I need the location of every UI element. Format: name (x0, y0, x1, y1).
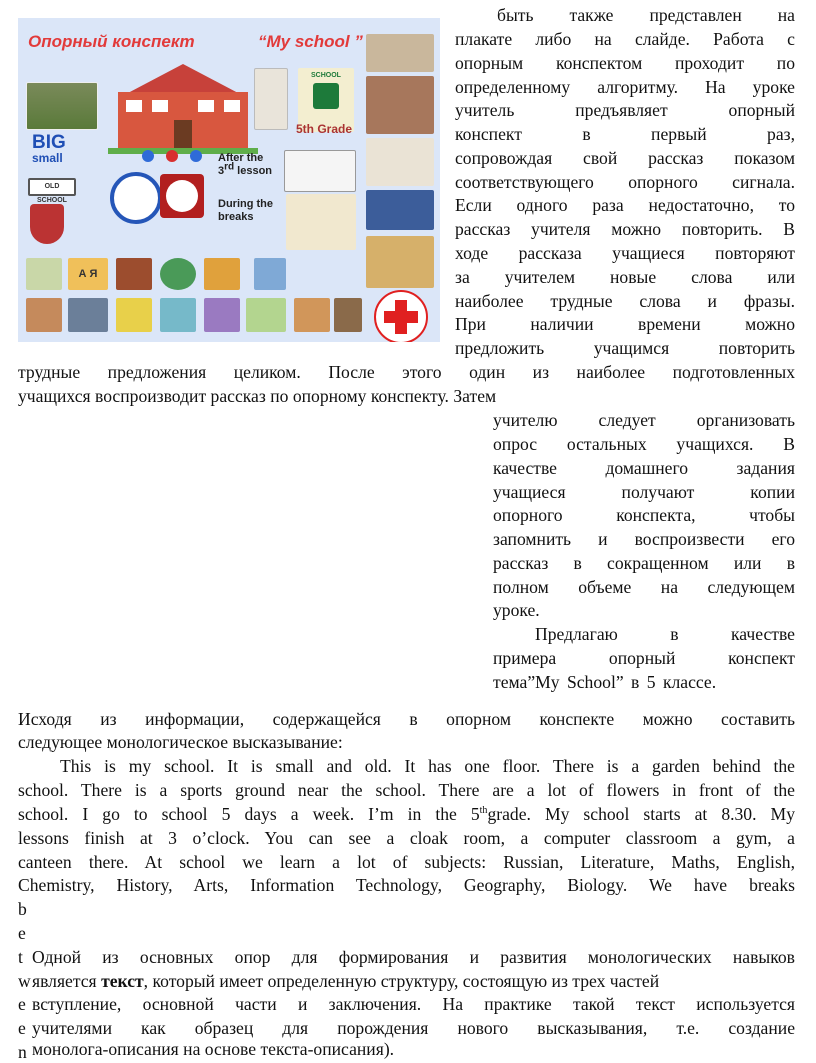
text-line: school. There is a sports ground near the school. There are a lot of flowers in front of the (18, 780, 795, 800)
gym-photo (366, 190, 434, 230)
school-emblem (30, 204, 64, 244)
text-line: полном объеме на следующем (493, 577, 795, 597)
text-line: учащихся воспроизводит рассказ по опорному конспекту. Затем (18, 386, 497, 406)
lab-icon (246, 298, 286, 332)
craft-icon (294, 298, 330, 332)
text-line: This is my school. It is small and old. It has one floor. There is a garden behind the (60, 756, 795, 776)
text-line: быть также представлен на (497, 5, 795, 25)
text-line: тема”My School” в 5 классе. (493, 672, 717, 692)
overflow-letter: e (18, 1018, 26, 1038)
text-line: монолога-описания на основе текста-описания). (32, 1039, 395, 1059)
books-icon (116, 258, 152, 290)
map-icon (160, 298, 196, 332)
overflow-letter: t (18, 947, 23, 967)
letters-text: А Я (78, 268, 98, 280)
text-line: уроке. (493, 600, 540, 620)
text-line: учитель предъявляет опорный (455, 100, 795, 120)
sports-ground-photo (26, 82, 98, 130)
text-line: учителями как образец для порождения нового высказывания, т.е. создание (32, 1018, 795, 1038)
big-text: BIG (32, 132, 66, 153)
flower-icon (142, 150, 154, 162)
clock-icon (110, 172, 162, 224)
science-icon (254, 258, 286, 290)
text-line: сопровождая свой рассказ показом (455, 148, 795, 168)
text-line: качестве домашнего задания (493, 458, 795, 478)
text-line: опорного конспекта, чтобы (493, 505, 795, 525)
computer-icon (68, 298, 108, 332)
children-drawing (286, 194, 356, 250)
globe-icon (160, 258, 196, 290)
text-line: трудные предложения целиком. После этого один из наиболее подготовленных (18, 362, 795, 382)
text-line: canteen there. At school we learn a lot of subjects: Russian, Literature, Maths, English, (18, 852, 795, 872)
text-line: определенному алгоритму. На уроке (455, 77, 795, 97)
old-school-sign (28, 178, 76, 204)
text-line: следующее монологическое высказывание: (18, 732, 343, 752)
flower-icon (166, 150, 178, 162)
overflow-letter: e (18, 923, 26, 943)
text-line: Предлагаю в качестве (535, 624, 795, 644)
poster-title-right: “My school ” (258, 32, 363, 51)
text-line: является текст, который имеет определенную структуру, состоящую из трех частей (32, 971, 660, 991)
text-line: Если одного раза недостаточно, то (455, 195, 795, 215)
cloakroom-photo (366, 76, 434, 134)
overflow-letter: b (18, 899, 27, 919)
text-line: за учителем новые слова или (455, 267, 795, 287)
text-line: рассказ в сокращенном или в (493, 553, 795, 573)
text-line: учителю следует организовать (493, 410, 795, 430)
clock-icon (160, 174, 204, 218)
teacher-drawing (366, 138, 434, 186)
text-line: примера опорный конспект (493, 648, 795, 668)
text-line: ходе рассказа учащиеся повторяют (455, 243, 795, 263)
text-line: наиболее трудные слова и фразы. (455, 291, 795, 311)
text-line: Chemistry, History, Arts, Information Technology, Geography, Biology. We have breaks (18, 875, 795, 895)
text-line: рассказ учителя можно повторить. В (455, 219, 795, 239)
overflow-letter: e (18, 994, 26, 1014)
classroom-photo (254, 68, 288, 130)
desk-icon (334, 298, 362, 332)
after-line-2: 3rd lesson (218, 161, 273, 177)
text-line: вступление, основной части и заключения. На практике такой текст используется (32, 994, 795, 1014)
small-text: small (32, 151, 63, 165)
overflow-letter: n (18, 1042, 27, 1062)
text-line: При наличии времени можно (455, 314, 795, 334)
text-line: плакате либо на слайде. Работа с (455, 29, 795, 49)
school-sign-text: SCHOOL (311, 72, 341, 79)
grade-label: 5th Grade (296, 122, 353, 136)
during-line-2: breaks (218, 211, 254, 223)
text-line: учащиеся получают копии (493, 482, 795, 502)
text-line: соответствующего опорного сигнала. (455, 172, 795, 192)
text-line: school. I go to school 5 days a week. I’m in the 5thgrade. My school starts at 8.30. My (18, 804, 795, 824)
classroom-drawing (284, 150, 356, 192)
text-line: опорным конспектом проходит по (455, 53, 795, 73)
big-small-label (32, 132, 66, 165)
text-line: Исходя из информации, содержащейся в опорном конспекте можно составить (18, 709, 795, 729)
old-school-text: OLD SCHOOL (37, 183, 67, 204)
text-line: предложить учащимся повторить (455, 338, 795, 358)
school-building-illustration (108, 64, 258, 154)
first-aid-cross-icon (374, 290, 428, 342)
school-hall-photo (366, 34, 434, 72)
tools-icon (26, 298, 62, 332)
poster-title-left: Опорный конспект (28, 32, 195, 51)
text-line: lessons finish at 3 o’clock. You can see a cloak room, a computer classroom a gym, a (18, 828, 795, 848)
poster-image (18, 18, 440, 342)
music-icon (116, 298, 152, 332)
letters-icon (68, 258, 108, 290)
after-lesson-label (218, 152, 272, 178)
students-drawing (366, 236, 434, 288)
text-line: конспект в первый раз, (455, 124, 795, 144)
sport-icon (204, 298, 240, 332)
flower-icon (190, 150, 202, 162)
during-breaks-label (218, 198, 273, 224)
text-line: Одной из основных опор для формирования и развития монологических навыков (32, 947, 795, 967)
overflow-letter: w (18, 971, 31, 991)
text-line: запомнить и воспроизвести его (493, 529, 795, 549)
after-line-1: After the (218, 152, 264, 164)
during-line-1: During the (218, 198, 273, 210)
text-line: опрос остальных учащихся. В (493, 434, 795, 454)
subject-icon (26, 258, 62, 290)
paint-icon (204, 258, 240, 290)
